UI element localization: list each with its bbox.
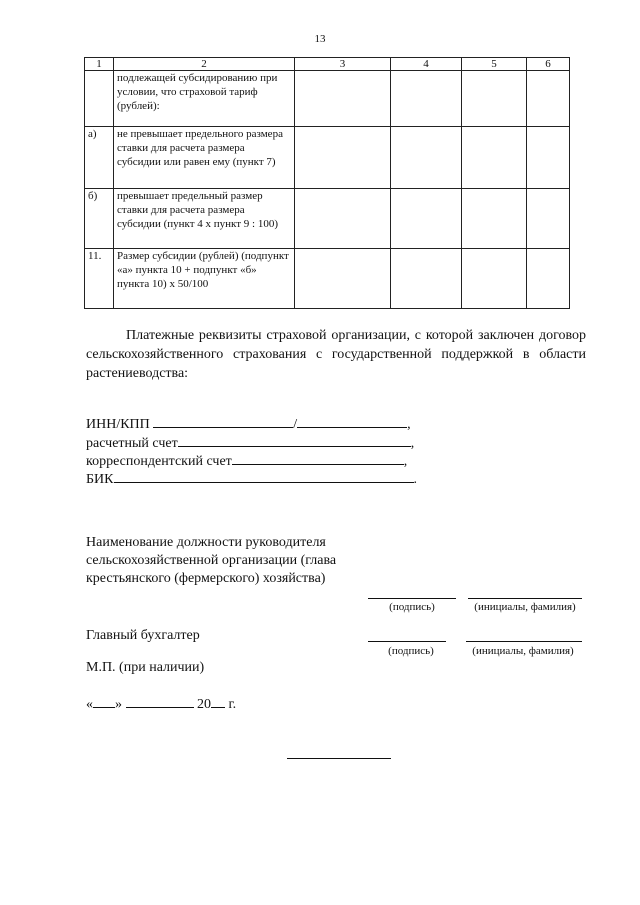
bik-field[interactable] [114,469,414,483]
accountant-name-line[interactable] [466,641,582,642]
head-position-title: Наименование должности руководителя сельскохозяйственной организации (глава крестьянского (фермерского) хозяйства) [86,535,337,586]
corr-account-line: корреспондентский счет , [86,451,407,470]
row-text: Размер субсидии (рублей) (подпункт «а» пункта 10 + подпункт «б» пункта 10) х 50/100 [114,249,295,309]
table-header-cell: 5 [462,58,527,71]
inn-separator: / [293,417,298,432]
kpp-field[interactable] [297,414,407,428]
name-caption: (инициалы, фамилия) [472,645,574,657]
head-name-line[interactable] [468,598,582,599]
signature-caption: (подпись) [388,645,434,657]
account-label: расчетный счет [86,436,178,451]
table-header-cell: 1 [85,58,114,71]
table-header-cell: 4 [391,58,462,71]
page-number: 13 [314,33,326,45]
date-line: « » 20 г. [86,694,236,713]
account-line: расчетный счет , [86,433,414,452]
table-header-cell: 6 [527,58,570,71]
day-field[interactable] [93,694,115,708]
row-number: 11. [85,249,114,309]
row-text: не превышает предельного размера ставки для расчета размера субсидии или равен ему (пункт 7) [114,127,295,189]
bik-label: БИК [86,472,114,487]
table-header-row [85,58,570,71]
table-header-cell: 3 [295,58,391,71]
month-field[interactable] [126,694,194,708]
stamp-note: М.П. (при наличии) [86,660,205,675]
row-number [85,71,114,127]
subsidy-table [84,57,570,309]
accountant-title: Главный бухгалтер [86,628,200,643]
corr-account-field[interactable] [232,451,404,465]
table-header-cell: 2 [114,58,295,71]
table-row [85,127,570,189]
payment-details-paragraph: Платежные реквизиты страховой организации, с которой заключен договор сельскохозяйственного страхования с государственной поддержкой в области растениеводства: [86,328,586,381]
signature-caption: (подпись) [389,601,435,613]
table-row [85,249,570,309]
inn-field[interactable] [153,414,293,428]
account-field[interactable] [178,433,411,447]
row-number: а) [85,127,114,189]
row-number: б) [85,189,114,249]
inn-kpp-label: ИНН/КПП [86,417,150,432]
name-caption: (инициалы, фамилия) [474,601,576,613]
table-row [85,71,570,127]
table-row [85,189,570,249]
corr-account-label: корреспондентский счет [86,454,232,469]
bik-line: БИК . [86,469,417,488]
inn-kpp-line: ИНН/КПП / , [86,414,411,433]
bottom-separator [287,758,391,759]
row-text: превышает предельный размер ставки для расчета размера субсидии (пункт 4 х пункт 9 : 100) [114,189,295,249]
year-field[interactable] [211,694,225,708]
accountant-signature-line[interactable] [368,641,446,642]
head-signature-line[interactable] [368,598,456,599]
row-text: подлежащей субсидированию при условии, что страховой тариф (рублей): [114,71,295,127]
